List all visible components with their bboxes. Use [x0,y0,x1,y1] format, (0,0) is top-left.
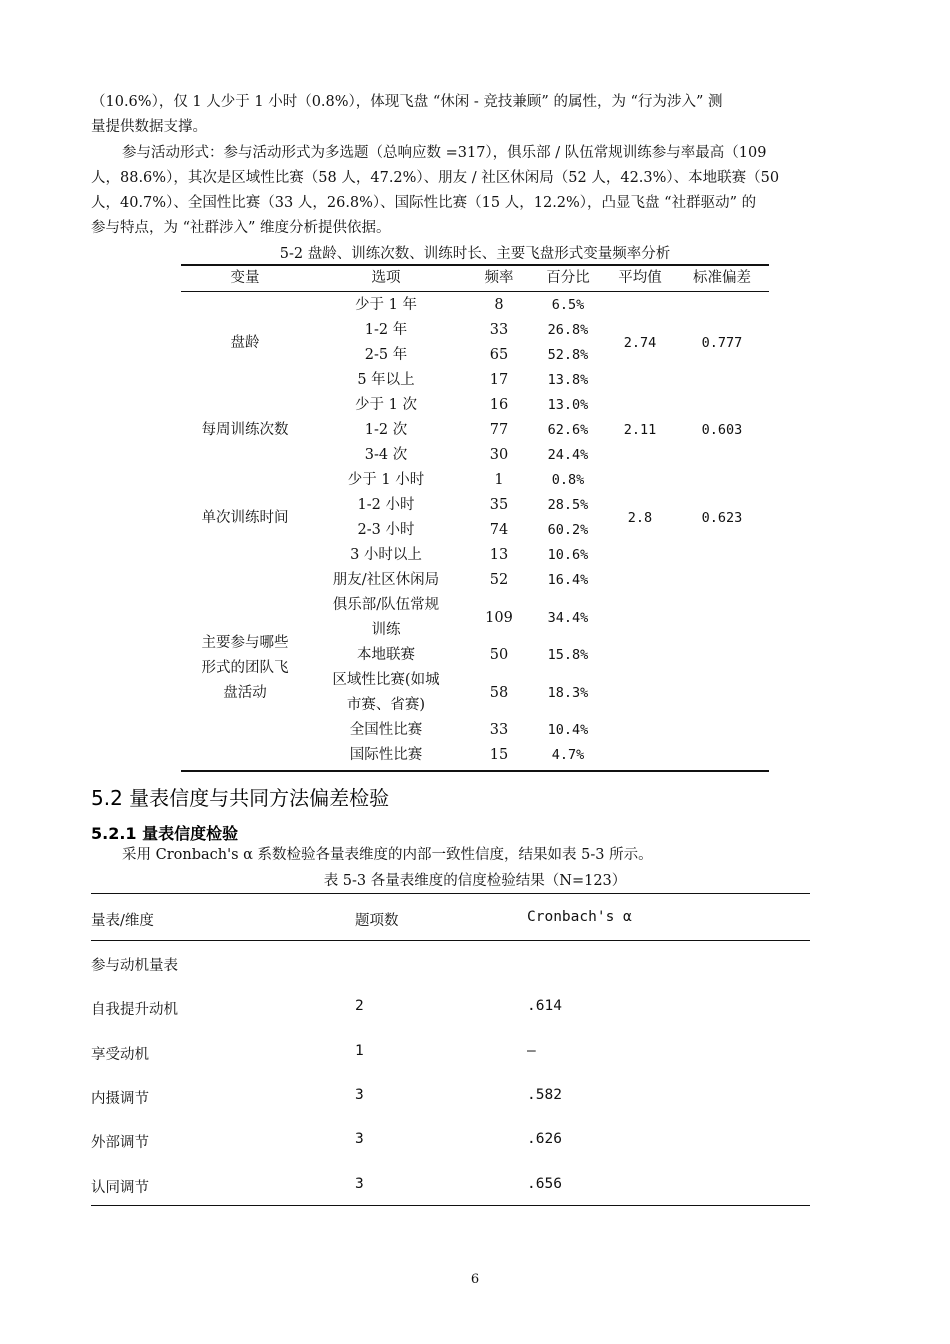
intro-paragraph: 采用 Cronbach's α 系数检验各量表维度的内部一致性信度，结果如表 5-3 所示。 [122,847,653,863]
paragraph-line: 量提供数据支撑。 [91,119,207,135]
variable-cell: 每周训练次数 [201,422,289,438]
option-cell: 3 小时以上 [350,547,422,563]
frequency-cell: 15 [489,747,509,763]
column-header: 变量 [230,269,260,286]
sd-cell: 0.777 [701,334,743,351]
column-header: Cronbach's α [527,909,632,925]
dimension-cell: 外部调节 [91,1135,149,1152]
percent-cell: 4.7% [551,747,585,763]
column-header: 选项 [371,269,401,286]
percent-cell: 52.8% [547,347,589,363]
option-cell: 3-4 次 [364,447,408,463]
mean-cell: 2.8 [627,509,653,526]
percent-cell: 0.8% [551,472,585,488]
option-cell: 全国性比赛 [349,722,423,738]
frequency-cell: 77 [489,422,509,438]
sd-cell: 0.603 [701,422,743,438]
percent-cell: 60.2% [547,522,589,538]
variable-cell: 主要参与哪些 形式的团队飞 盘活动 [201,634,289,701]
percent-cell: 28.5% [547,497,589,513]
paragraph-line: 人，88.6%），其次是区域性比赛（58 人，47.2%）、朋友 / 社区休闲局（52 人，42.3%）、本地联赛（50 [91,170,780,186]
table-caption: 5-2 盘龄、训练次数、训练时长、主要飞盘形式变量频率分析 [279,246,671,262]
option-cell: 2-3 小时 [357,522,415,538]
frequency-cell: 17 [489,372,509,388]
frequency-cell: 52 [489,572,509,588]
mean-cell: 2.11 [623,422,657,438]
frequency-cell: 65 [489,347,509,363]
frequency-cell: 30 [489,447,509,463]
option-cell: 本地联赛 [357,647,415,663]
paragraph-line: 人，40.7%）、全国性比赛（33 人，26.8%）、国际性比赛（15 人，12.2%），凸显飞盘 “社群驱动” 的 [91,195,757,211]
frequency-cell: 50 [489,647,509,663]
table-rule [91,1205,810,1206]
column-header: 平均值 [618,269,662,286]
frequency-cell: 8 [494,297,504,313]
column-header: 标准偏差 [693,269,751,286]
percent-cell: 10.4% [547,722,589,738]
alpha-cell: .582 [527,1086,562,1103]
column-header: 百分比 [546,269,590,286]
item-count-cell: 1 [355,1042,364,1059]
frequency-cell: 16 [489,397,509,413]
alpha-cell: — [527,1042,536,1059]
frequency-cell: 74 [489,522,509,538]
item-count-cell: 2 [355,998,364,1015]
option-cell: 朋友/社区休闲局 [332,572,440,588]
mean-cell: 2.74 [623,334,657,351]
frequency-cell: 1 [494,472,504,488]
dimension-cell: 内摄调节 [91,1090,149,1107]
paragraph-line: （10.6%），仅 1 人少于 1 小时（0.8%），体现飞盘 “休闲 - 竞技兼顾” 的属性，为 “行为涉入” 测 [91,94,723,110]
percent-cell: 15.8% [547,647,589,663]
section-heading: 5.2 量表信度与共同方法偏差检验 [91,786,390,810]
option-cell: 国际性比赛 [349,747,423,763]
option-cell: 少于 1 次 [355,397,417,413]
table-rule [181,291,769,292]
dimension-cell: 享受动机 [91,1046,149,1063]
page-number: 6 [470,1272,480,1287]
variable-cell: 单次训练时间 [201,509,289,526]
item-count-cell: 3 [355,1131,364,1148]
alpha-cell: .614 [527,998,562,1015]
frequency-cell: 109 [485,609,513,626]
paragraph-line: 参与特点，为 “社群涉入” 维度分析提供依据。 [91,220,391,236]
table-caption: 表 5-3 各量表维度的信度检验结果（N=123） [323,873,627,889]
option-cell: 少于 1 年 [355,297,417,313]
option-cell: 2-5 年 [364,347,408,363]
table-rule [181,770,769,772]
percent-cell: 6.5% [551,297,585,313]
table-rule [91,893,810,894]
percent-cell: 24.4% [547,447,589,463]
alpha-cell: .626 [527,1131,562,1148]
dimension-cell: 自我提升动机 [91,1002,178,1019]
column-header: 题项数 [355,913,399,929]
percent-cell: 26.8% [547,322,589,338]
percent-cell: 13.0% [547,397,589,413]
percent-cell: 62.6% [547,422,589,438]
percent-cell: 16.4% [547,572,589,588]
option-cell: 1-2 年 [364,322,408,338]
frequency-cell: 35 [489,497,509,513]
percent-cell: 18.3% [547,684,589,701]
percent-cell: 13.8% [547,372,589,388]
item-count-cell: 3 [355,1086,364,1103]
frequency-cell: 33 [489,322,509,338]
option-cell: 1-2 次 [364,422,408,438]
frequency-cell: 33 [489,722,509,738]
table-rule [91,940,810,941]
option-cell: 5 年以上 [357,372,415,388]
paragraph-line: 参与活动形式：参与活动形式为多选题（总响应数 =317），俱乐部 / 队伍常规训练参与率最高（109 [122,145,767,161]
option-cell: 俱乐部/队伍常规 训练 [332,597,440,638]
variable-cell: 盘龄 [230,334,260,351]
item-count-cell: 3 [355,1175,364,1192]
option-cell: 区域性比赛(如城 市赛、省赛) [332,672,440,713]
option-cell: 1-2 小时 [357,497,415,513]
sd-cell: 0.623 [701,509,743,526]
frequency-cell: 58 [489,684,509,701]
alpha-cell: .656 [527,1175,562,1192]
dimension-cell: 参与动机量表 [91,958,178,974]
percent-cell: 34.4% [547,609,589,626]
column-header: 量表/维度 [91,913,154,929]
subsection-heading: 5.2.1 量表信度检验 [91,824,239,843]
column-header: 频率 [484,269,514,286]
percent-cell: 10.6% [547,547,589,563]
frequency-cell: 13 [489,547,509,563]
option-cell: 少于 1 小时 [347,472,425,488]
dimension-cell: 认同调节 [91,1179,149,1196]
